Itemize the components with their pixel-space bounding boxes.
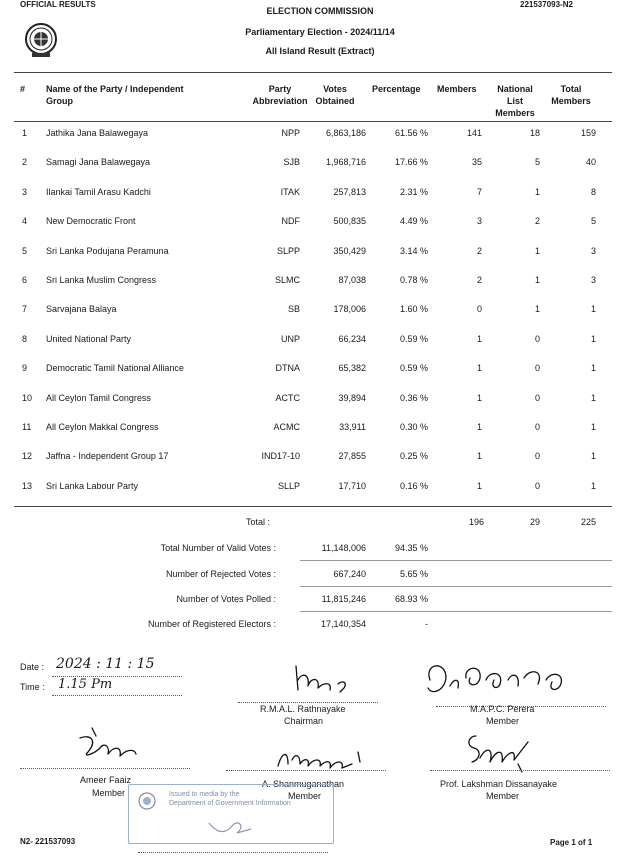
summary-value: 11,148,006 [321, 543, 366, 553]
date-value: 2024 : 11 : 15 [56, 656, 155, 672]
faaiz-signature [64, 724, 154, 774]
summary-label: Total Number of Valid Votes : [160, 543, 276, 553]
cell-abbr: ITAK [280, 187, 300, 197]
cell-num: 11 [22, 422, 32, 432]
cell-total: 5 [590, 216, 596, 226]
cell-pct: 4.49 % [399, 216, 428, 226]
col-header-members: Members [437, 84, 477, 94]
cell-abbr: SB [287, 304, 300, 314]
total-members: 196 [468, 517, 484, 527]
cell-abbr: ACTC [275, 393, 300, 403]
cell-national: 0 [534, 451, 540, 461]
col-header-votes: Votes Obtained [315, 84, 355, 106]
cell-votes: 66,234 [338, 334, 366, 344]
document-code: N2- 221537093 [20, 837, 76, 846]
summary-value: 667,240 [333, 569, 366, 579]
cell-pct: 0.59 % [399, 334, 428, 344]
cell-num: 8 [22, 334, 28, 344]
cell-name: Sarvajana Balaya [46, 304, 117, 314]
bottom-dotted-line [138, 852, 328, 853]
chairman-name: R.M.A.L. Rathnayake [260, 704, 346, 714]
official-results-label: OFFICIAL RESULTS [20, 0, 96, 9]
stamp-line-1: Issued to media by the [169, 791, 240, 798]
cell-abbr: SLLP [277, 481, 300, 491]
summary-label: Number of Registered Electors : [147, 619, 276, 629]
cell-members: 0 [476, 304, 482, 314]
cell-name: Jaffna - Independent Group 17 [46, 451, 169, 461]
cell-abbr: SLPP [276, 246, 300, 256]
cell-name: Jathika Jana Balawegaya [46, 128, 149, 138]
time-value: 1.15 Pm [58, 677, 113, 692]
page-indicator: Page 1 of 1 [550, 838, 593, 847]
cell-abbr: DTNA [275, 363, 300, 373]
cell-total: 1 [590, 422, 596, 432]
total-total-members: 225 [580, 517, 596, 527]
summary-value: 17,140,354 [320, 619, 366, 629]
cell-members: 1 [476, 481, 482, 491]
col-header-abbreviation: Party Abbreviation [252, 84, 308, 106]
cell-num: 9 [22, 363, 28, 373]
cell-national: 5 [534, 157, 540, 167]
stamp-emblem-icon [137, 791, 157, 816]
total-label: Total : [246, 517, 271, 527]
cell-total: 1 [590, 451, 596, 461]
cell-votes: 39,894 [338, 393, 366, 403]
summary-percentage: 68.93 % [394, 594, 428, 604]
cell-total: 1 [590, 481, 596, 491]
cell-total: 159 [580, 128, 596, 138]
cell-total: 1 [590, 363, 596, 373]
cell-name: Samagi Jana Balawegaya [46, 157, 151, 167]
cell-members: 2 [476, 275, 482, 285]
summary-divider [300, 611, 612, 612]
cell-national: 0 [534, 334, 540, 344]
cell-pct: 0.78 % [399, 275, 428, 285]
stamp-initials-mark [203, 815, 263, 839]
summary-label: Number of Rejected Votes : [165, 569, 276, 579]
summary-label: Number of Votes Polled : [176, 594, 276, 604]
shanmuganathan-role: Member [288, 791, 322, 801]
stamp-line-2: Department of Government Information [169, 800, 291, 807]
cell-national: 0 [534, 422, 540, 432]
media-stamp [128, 784, 334, 844]
summary-percentage: - [425, 619, 428, 629]
faaiz-name: Ameer Faaiz [80, 775, 132, 785]
cell-abbr: ACMC [273, 422, 300, 432]
cell-name: Ilankai Tamil Arasu Kadchi [46, 187, 151, 197]
cell-pct: 0.25 % [399, 451, 428, 461]
time-label: Time : [20, 682, 45, 692]
cell-num: 1 [22, 128, 28, 138]
cell-votes: 65,382 [338, 363, 366, 373]
cell-votes: 33,911 [339, 422, 366, 432]
col-header-percentage: Percentage [372, 84, 421, 94]
cell-members: 1 [476, 334, 482, 344]
col-header-party-name: Name of the Party / Independent Group [46, 84, 184, 106]
faaiz-line [20, 768, 190, 769]
cell-members: 35 [471, 157, 482, 167]
perera-role: Member [486, 716, 520, 726]
cell-num: 2 [22, 157, 28, 167]
cell-national: 1 [534, 187, 540, 197]
commission-title: ELECTION COMMISSION [266, 6, 374, 16]
cell-num: 4 [22, 216, 28, 226]
table-bottom-rule [14, 506, 612, 507]
cell-votes: 350,429 [333, 246, 366, 256]
cell-members: 7 [476, 187, 482, 197]
cell-national: 1 [534, 246, 540, 256]
cell-num: 13 [22, 481, 33, 491]
summary-divider [300, 560, 612, 561]
scope-title: All Island Result (Extract) [265, 46, 375, 56]
dissanayake-name: Prof. Lakshman Dissanayake [440, 779, 558, 789]
shanmuganathan-line [226, 770, 386, 771]
cell-members: 141 [466, 128, 482, 138]
cell-votes: 27,855 [338, 451, 366, 461]
cell-pct: 0.36 % [399, 393, 428, 403]
cell-national: 0 [534, 481, 540, 491]
cell-members: 1 [476, 422, 482, 432]
shanmuganathan-name: A. Shanmuganathan [262, 779, 345, 789]
cell-members: 1 [476, 393, 482, 403]
cell-members: 1 [476, 363, 482, 373]
cell-abbr: SJB [283, 157, 300, 167]
cell-name: New Democratic Front [46, 216, 136, 226]
cell-total: 40 [585, 157, 596, 167]
cell-votes: 6,863,186 [325, 128, 366, 138]
cell-national: 18 [529, 128, 540, 138]
cell-votes: 178,006 [333, 304, 366, 314]
col-header-national-list: National List Members [495, 84, 535, 118]
cell-pct: 2.31 % [399, 187, 428, 197]
cell-pct: 0.30 % [399, 422, 428, 432]
cell-total: 1 [590, 393, 596, 403]
cell-num: 12 [22, 451, 33, 461]
cell-votes: 1,968,716 [325, 157, 366, 167]
cell-name: United National Party [46, 334, 132, 344]
cell-abbr: UNP [280, 334, 300, 344]
election-title: Parliamentary Election - 2024/11/14 [245, 27, 395, 37]
cell-name: Sri Lanka Podujana Peramuna [46, 246, 169, 256]
cell-name: Sri Lanka Muslim Congress [46, 275, 157, 285]
cell-pct: 0.59 % [399, 363, 428, 373]
chairman-role: Chairman [284, 716, 324, 726]
cell-num: 5 [22, 246, 28, 256]
dissanayake-line [430, 770, 610, 771]
cell-num: 3 [22, 187, 28, 197]
cell-national: 1 [534, 304, 540, 314]
cell-pct: 3.14 % [399, 246, 428, 256]
cell-abbr: NDF [281, 216, 300, 226]
cell-abbr: NPP [281, 128, 300, 138]
table-top-rule [14, 72, 612, 73]
cell-abbr: IND17-10 [261, 451, 300, 461]
cell-total: 1 [590, 304, 596, 314]
perera-signature [420, 656, 580, 706]
cell-members: 1 [476, 451, 482, 461]
cell-num: 6 [22, 275, 28, 285]
cell-national: 0 [534, 363, 540, 373]
cell-name: Sri Lanka Labour Party [46, 481, 139, 491]
cell-num: 10 [22, 393, 33, 403]
cell-total: 1 [590, 334, 596, 344]
chairman-signature [280, 660, 360, 704]
cell-pct: 0.16 % [399, 481, 428, 491]
faaiz-role: Member [92, 788, 126, 798]
cell-national: 1 [534, 275, 540, 285]
cell-name: Democratic Tamil National Alliance [46, 363, 184, 373]
perera-name: M.A.P.C. Perera [470, 704, 535, 714]
col-header-total-members: Total Members [551, 84, 591, 106]
cell-national: 0 [534, 393, 540, 403]
cell-name: All Ceylon Makkal Congress [46, 422, 159, 432]
cell-pct: 61.56 % [394, 128, 428, 138]
cell-national: 2 [534, 216, 540, 226]
summary-percentage: 5.65 % [399, 569, 428, 579]
summary-divider [300, 586, 612, 587]
cell-votes: 17,710 [338, 481, 366, 491]
cell-total: 3 [590, 246, 596, 256]
table-header-rule [14, 121, 612, 122]
summary-value: 11,815,246 [321, 594, 366, 604]
cell-num: 7 [22, 304, 28, 314]
cell-total: 3 [590, 275, 596, 285]
time-line [52, 695, 182, 696]
date-label: Date : [20, 662, 45, 672]
cell-votes: 500,835 [333, 216, 366, 226]
summary-percentage: 94.35 % [394, 543, 428, 553]
cell-members: 3 [476, 216, 482, 226]
dissanayake-role: Member [486, 791, 520, 801]
col-header-number: # [20, 84, 26, 94]
cell-members: 2 [476, 246, 482, 256]
cell-pct: 17.66 % [394, 157, 428, 167]
cell-pct: 1.60 % [399, 304, 428, 314]
chairman-line [238, 702, 378, 703]
cell-name: All Ceylon Tamil Congress [46, 393, 151, 403]
reference-code: 221537093-N2 [520, 0, 573, 9]
cell-votes: 87,038 [338, 275, 366, 285]
total-national-list: 29 [529, 517, 540, 527]
cell-abbr: SLMC [274, 275, 300, 285]
cell-votes: 257,813 [333, 187, 366, 197]
cell-total: 8 [590, 187, 596, 197]
